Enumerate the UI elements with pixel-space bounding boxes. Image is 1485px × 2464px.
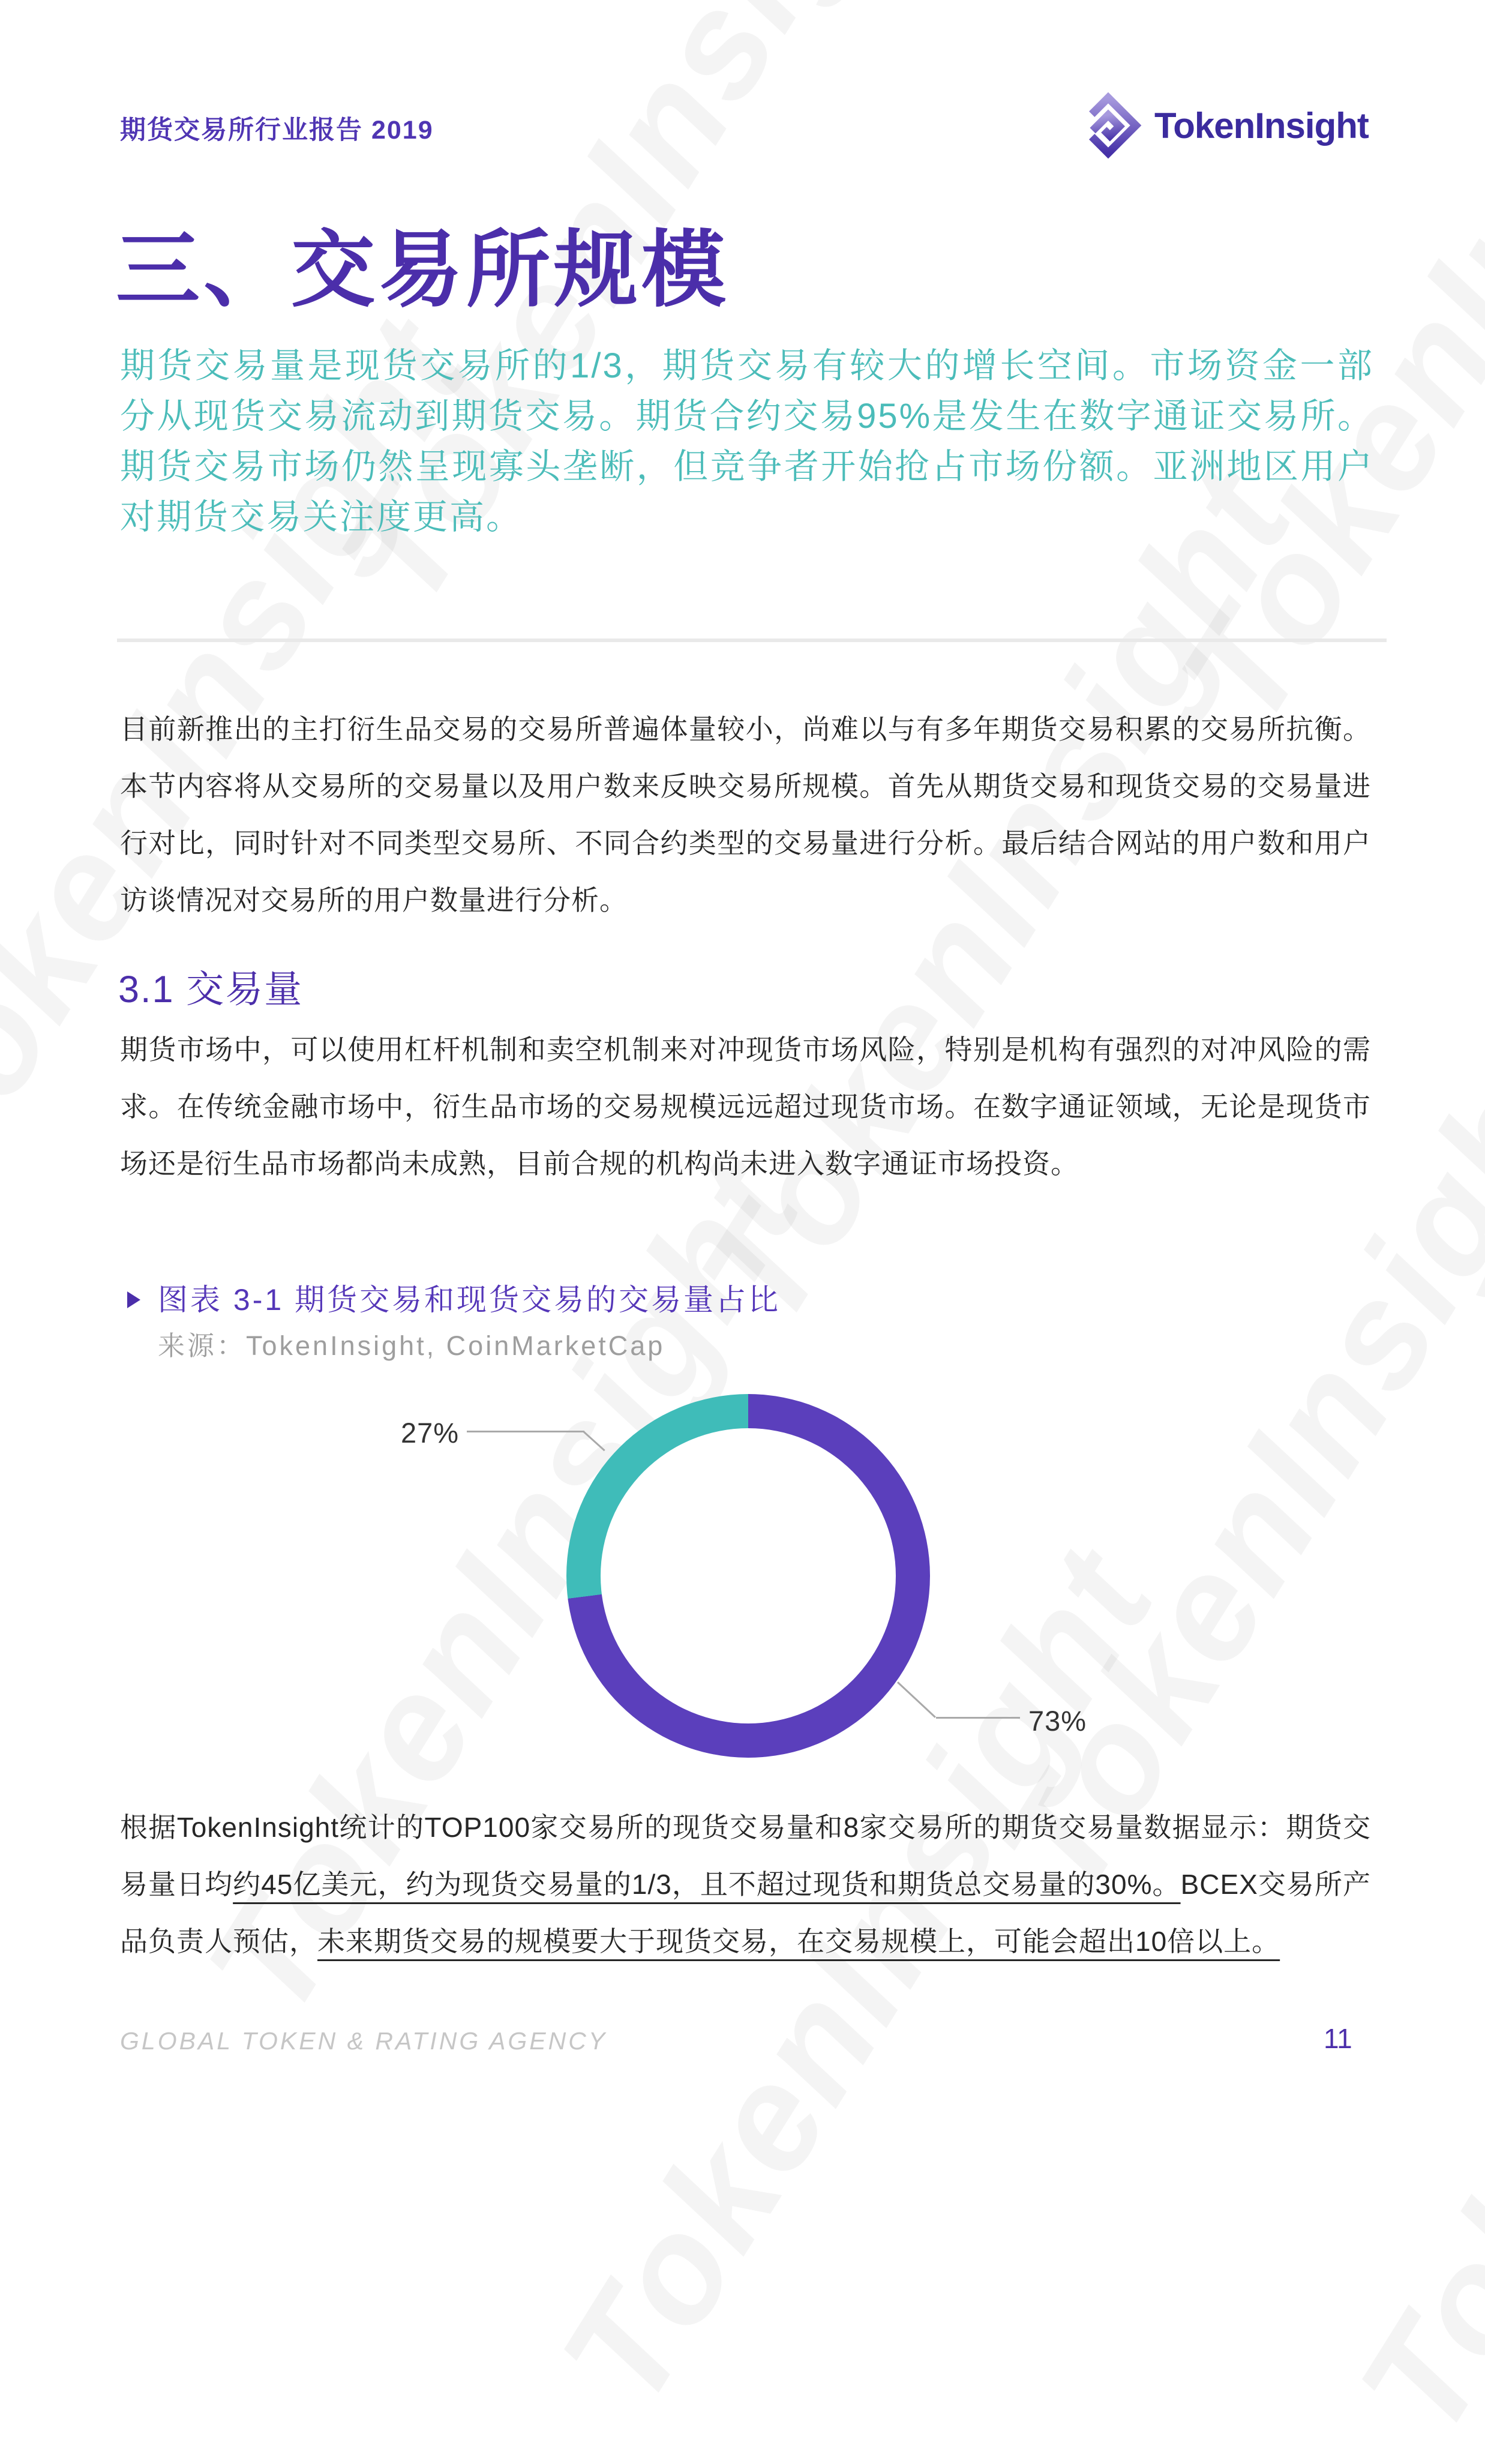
caption-bullet-icon [127, 1291, 140, 1308]
tokeninsight-logo [1072, 89, 1369, 162]
leader-line-27-horizontal [467, 1431, 584, 1432]
tokeninsight-logo-icon [1072, 89, 1145, 162]
leader-line-73-horizontal [936, 1717, 1020, 1719]
intro-summary: 期货交易量是现货交易所的1/3，期货交易有较大的增长空间。市场资金一部分从现货交易流动到期货交易。期货合约交易95%是发生在数字通证交易所。期货交易市场仍然呈现寡头垄断，但竞争者开始抢占市场份额。亚洲地区用户对期货交易关注度更高。 [120, 346, 1374, 536]
section-title: 三、交易所规模 [116, 223, 730, 317]
subsection-title: 3.1 交易量 [118, 969, 304, 1011]
donut-chart-hole [601, 1428, 896, 1723]
footer-page-number: 11 [1324, 2023, 1352, 2054]
data-label-27: 27% [401, 1417, 460, 1449]
body-paragraph-2: 期货市场中，可以使用杠杆机制和卖空机制来对冲现货市场风险，特别是机构有强烈的对冲风险的需求。在传统金融市场中，衍生品市场的交易规模远远超过现货市场。在数字通证领域，无论是现货市场还是衍生品市场都尚未成熟，目前合规的机构尚未进入数字通证市场投资。 [120, 1034, 1371, 1179]
donut-chart [566, 1394, 930, 1758]
closing-text-2: BCEX交易所产品负责人预估， [120, 1869, 1371, 1957]
figure-source: 来源：TokenInsight, CoinMarketCap [158, 1330, 665, 1361]
data-label-73: 73% [1028, 1705, 1087, 1737]
watermark-text [1325, 1549, 1485, 2463]
report-title: 期货交易所行业报告 2019 [120, 116, 434, 145]
closing-text-1: 根据TokenInsight统计的TOP100家交易所的现货交易量和8家交易所的期货交易量数据显示：期货交易量日均 [120, 1812, 1371, 1900]
tokeninsight-logo-text: TokenInsight [1154, 105, 1369, 146]
leader-line-73-diagonal [897, 1681, 936, 1718]
leader-line-27-diagonal [583, 1431, 605, 1451]
footer-agency-label: GLOBAL TOKEN & RATING AGENCY [120, 2027, 608, 2055]
closing-paragraph [120, 1799, 1371, 1970]
figure-caption: 图表 3-1 期货交易和现货交易的交易量占比 [158, 1283, 781, 1317]
closing-underlined-1: 约45亿美元，约为现货交易量的1/3，且不超过现货和期货总交易量的30%。 [233, 1869, 1181, 1900]
horizontal-divider [117, 639, 1387, 642]
body-paragraph-1: 目前新推出的主打衍生品交易的交易所普遍体量较小，尚难以与有多年期货交易积累的交易所抗衡。本节内容将从交易所的交易量以及用户数来反映交易所规模。首先从期货交易和现货交易的交易量进行对比，同时针对不同类型交易所、不同合约类型的交易量进行分析。最后结合网站的用户数和用户访谈情况对交易所的用户数量进行分析。 [120, 714, 1371, 916]
closing-underlined-2: 未来期货交易的规模要大于现货交易，在交易规模上，可能会超出10倍以上。 [317, 1926, 1280, 1957]
